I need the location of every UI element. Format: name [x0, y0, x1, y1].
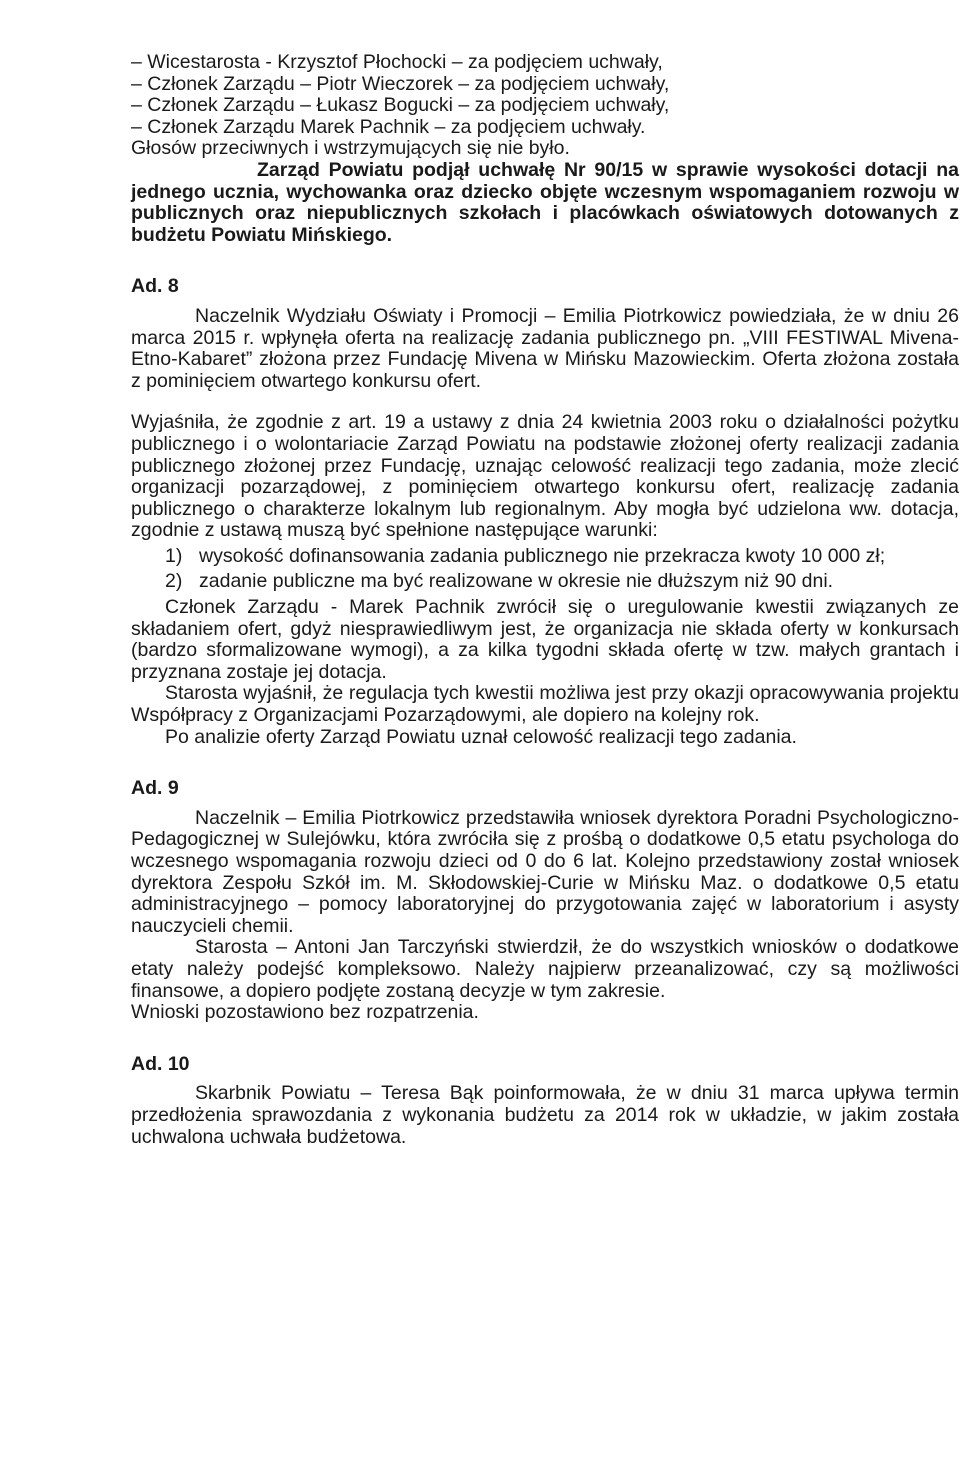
vote-line: – Członek Zarządu – Piotr Wieczorek – za podjęciem uchwały,	[131, 72, 670, 95]
list-item-number: 1)	[165, 544, 183, 567]
list-item-text: zadanie publiczne ma być realizowane w okresie nie dłuższym niż 90 dni.	[199, 570, 834, 593]
resolution-text: Zarząd Powiatu podjął uchwałę Nr 90/15 w sprawie wysokości dotacji na jednego ucznia, wychowanka oraz dziecko objęte wczesnym wspomaganiem rozwoju w publicznych oraz niepublicznych szkołach i placówkach oświatowych dotowanych z budżetu Powiatu Mińskiego.	[131, 158, 959, 246]
vote-list	[131, 52, 959, 160]
section-heading-ad8: Ad. 8	[131, 275, 179, 298]
ad9-paragraph-1: Naczelnik – Emilia Piotrkowicz przedstawiła wniosek dyrektora Poradni Psychologiczno-Pedagogicznej w Sulejówku, która zwróciła się z prośbą o dodatkowe 0,5 etatu psychologa do wczesnego wspomagania rozwoju dzieci od 0 do 6 lat. Kolejno przedstawiony został wniosek dyrektora Zespołu Szkół im. M. Skłodowskiej-Curie w Mińsku Maz. o dodatkowe 0,5 etatu administracyjnego – pomocy laboratoryjnej do przygotowania zajęć w laboratorium i asysty nauczycieli chemii.	[131, 806, 959, 937]
ad8-paragraph-3: Członek Zarządu - Marek Pachnik zwrócił się o uregulowanie kwestii związanych ze składaniem ofert, gdyż niesprawiedliwym jest, że organizacja nie składa oferty w konkursach (bardzo sformalizowane wymogi), a za kilka tygodni składa ofertę w tzw. małych grantach i przyznana zostaje jej dotacja.	[131, 596, 959, 683]
ad8-paragraph-5: Po analizie oferty Zarząd Powiatu uznał celowość realizacji tego zadania.	[165, 725, 797, 748]
list-item-number: 2)	[165, 570, 183, 593]
list-item	[131, 546, 959, 568]
section-heading-ad9: Ad. 9	[131, 777, 179, 800]
list-item-text: wysokość dofinansowania zadania publicznego nie przekracza kwoty 10 000 zł;	[199, 544, 886, 567]
ad9-paragraph-3: Wnioski pozostawiono bez rozpatrzenia.	[131, 1001, 479, 1024]
vote-line: – Wicestarosta - Krzysztof Płochocki – za podjęciem uchwały,	[131, 51, 663, 73]
ad9-paragraph-2: Starosta – Antoni Jan Tarczyński stwierdził, że do wszystkich wniosków o dodatkowe etaty należy podejść kompleksowo. Należy najpierw przeanalizować, czy są możliwości finansowe, a dopiero podjęte zostaną decyzje w tym zakresie.	[131, 936, 959, 1002]
list-item	[131, 571, 959, 593]
vote-line: – Członek Zarządu – Łukasz Bogucki – za podjęciem uchwały,	[131, 94, 670, 117]
ad8-paragraph-2: Wyjaśniła, że zgodnie z art. 19 a ustawy z dnia 24 kwietnia 2003 roku o działalności pożytku publicznego i o wolontariacie Zarząd Powiatu na podstawie złożonej oferty realizacji zadania publicznego złożonej przez Fundację, uznając celowość realizacji tego zadania, może zlecić organizacji pozarządowej, z pominięciem otwartego konkursu ofert, realizację zadania publicznego o charakterze lokalnym lub regionalnym. Aby mogła być udzielona ww. dotacja, zgodnie z ustawą muszą być spełnione następujące warunki:	[131, 411, 959, 542]
conditions-list	[131, 546, 959, 593]
ad10-paragraph-1: Skarbnik Powiatu – Teresa Bąk poinformowała, że w dniu 31 marca upływa termin przedłożenia sprawozdania z wykonania budżetu za 2014 rok w układzie, w jakim została uchwalona uchwała budżetowa.	[131, 1082, 959, 1148]
vote-line: – Członek Zarządu Marek Pachnik – za podjęciem uchwały.	[131, 115, 646, 138]
ad8-paragraph-4: Starosta wyjaśnił, że regulacja tych kwestii możliwa jest przy okazji opracowywania projektu Współpracy z Organizacjami Pozarządowymi, ale dopiero na kolejny rok.	[131, 682, 959, 727]
section-heading-ad10: Ad. 10	[131, 1052, 190, 1075]
vote-summary: Głosów przeciwnych i wstrzymujących się nie było.	[131, 137, 570, 160]
ad8-paragraph-1: Naczelnik Wydziału Oświaty i Promocji – Emilia Piotrkowicz powiedziała, że w dniu 26 marca 2015 r. wpłynęła oferta na realizację zadania publicznego pn. „VIII FESTIWAL Mivena-Etno-Kabaret” złożona przez Fundację Mivena w Mińsku Mazowieckim. Oferta złożona została z pominięciem otwartego konkursu ofert.	[131, 304, 959, 392]
document-page	[131, 52, 959, 1148]
